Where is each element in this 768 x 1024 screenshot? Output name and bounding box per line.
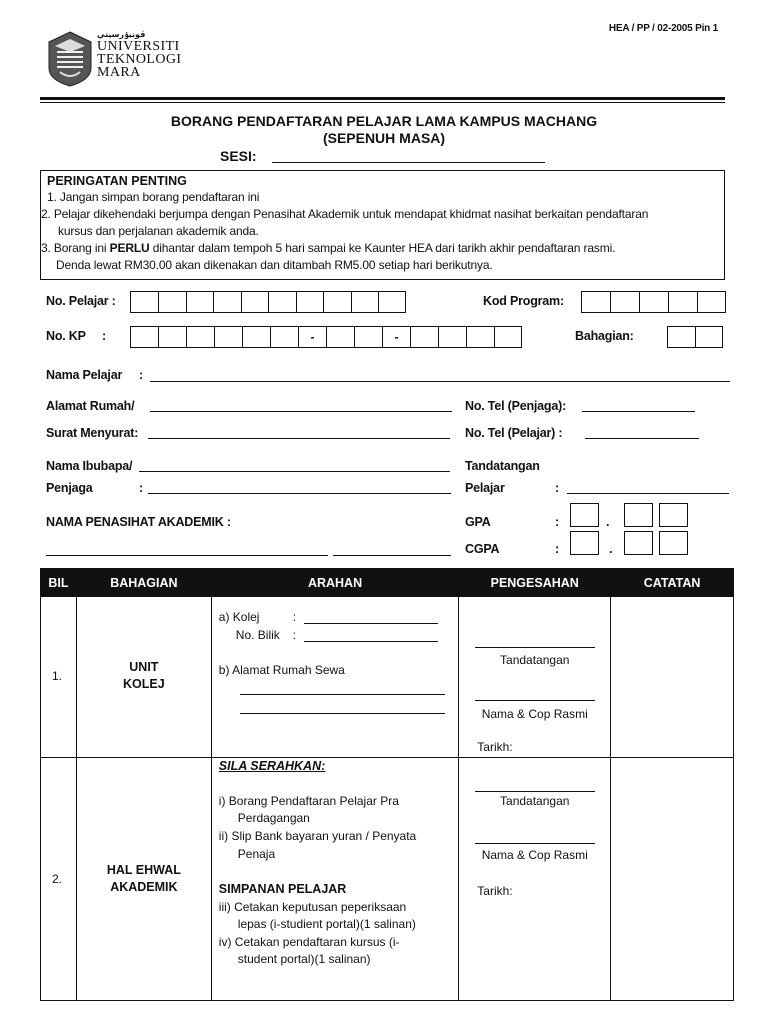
university-name-line1: UNIVERSITI xyxy=(97,39,180,54)
surat-menyurat-field[interactable] xyxy=(148,438,450,439)
row1-kolej-colon: : xyxy=(292,610,297,624)
penasihat-extra-field[interactable] xyxy=(333,555,451,556)
penjaga-colon: : xyxy=(139,481,143,495)
gpa-dot: . xyxy=(606,515,610,529)
kod-program-label: Kod Program: xyxy=(483,294,564,308)
ic-box[interactable] xyxy=(354,326,382,348)
form-title: BORANG PENDAFTARAN PELAJAR LAMA KAMPUS MACHANG xyxy=(170,113,598,129)
row2-sila-serahkan: SILA SERAHKAN: xyxy=(218,759,326,773)
tandatangan-pelajar-field[interactable] xyxy=(567,493,729,494)
cgpa-label: CGPA xyxy=(465,542,500,556)
cgpa-dot: . xyxy=(609,542,613,556)
digit-box[interactable] xyxy=(378,291,406,313)
notice-item-2: 2. Pelajar dikehendaki berjumpa dengan Penasihat Akademik untuk mendapat khidmat nasihat berkaitan pendaftaran xyxy=(41,207,649,221)
tel-penjaga-field[interactable] xyxy=(582,411,695,412)
document-reference: HEA / PP / 02-2005 Pin 1 xyxy=(608,23,718,34)
gpa-box-dec1[interactable] xyxy=(624,503,653,527)
cgpa-box-dec1[interactable] xyxy=(624,531,653,555)
no-kp-label: No. KP xyxy=(46,329,86,343)
row1-alamat-sewa-field-1[interactable] xyxy=(240,694,445,695)
nama-ibubapa-label: Nama Ibubapa/ xyxy=(46,459,133,473)
surat-menyurat-label: Surat Menyurat: xyxy=(46,426,139,440)
ic-separator: - xyxy=(298,326,326,348)
digit-box[interactable] xyxy=(213,291,241,313)
row1-bil-text: 1. xyxy=(52,669,63,683)
row1-nama-cop: Nama & Cop Rasmi xyxy=(481,707,588,721)
row2-bahagian xyxy=(76,758,211,1001)
row1-arahan xyxy=(211,597,459,758)
university-jawi-name: ڤونيۏرسيتي xyxy=(97,30,146,39)
penasihat-akademik-label: NAMA PENASIHAT AKADEMIK : xyxy=(46,515,231,529)
notice-item-3-pre: 3. Borang ini xyxy=(41,241,110,255)
form-subtitle: (SEPENUH MASA) xyxy=(322,130,446,146)
table-row xyxy=(41,597,734,758)
code-box[interactable] xyxy=(610,291,639,313)
digit-box[interactable] xyxy=(158,291,186,313)
code-box[interactable] xyxy=(639,291,668,313)
row2-signature-line[interactable] xyxy=(475,791,595,792)
ic-box[interactable] xyxy=(410,326,438,348)
digit-box[interactable] xyxy=(296,291,323,313)
header-bahagian: BAHAGIAN xyxy=(76,569,211,597)
code-box[interactable] xyxy=(668,291,697,313)
row1-pengesahan xyxy=(459,597,611,758)
tel-penjaga-label: No. Tel (Penjaga): xyxy=(465,399,567,413)
kod-program-boxes[interactable] xyxy=(581,291,726,313)
row2-item-i: i) Borang Pendaftaran Pelajar Pra xyxy=(218,794,399,808)
row2-item-iv: iv) Cetakan pendaftaran kursus (i- xyxy=(218,935,400,949)
row2-bahagian-line2: AKADEMIK xyxy=(110,880,178,894)
important-notice-box xyxy=(40,170,725,280)
header-rule-thin xyxy=(40,102,725,103)
row1-bahagian-text xyxy=(77,659,211,693)
row2-stamp-line[interactable] xyxy=(475,843,595,844)
row1-alamat-sewa-label: b) Alamat Rumah Sewa xyxy=(218,663,345,677)
row2-item-iv-cont: student portal)(1 salinan) xyxy=(237,952,371,966)
row1-stamp-line[interactable] xyxy=(475,700,595,701)
bahagian-box[interactable] xyxy=(667,326,695,348)
row2-bil xyxy=(41,758,77,1001)
university-name-line2: TEKNOLOGI xyxy=(97,52,182,67)
nama-ibubapa-field[interactable] xyxy=(139,471,450,472)
sesi-field[interactable] xyxy=(272,162,545,163)
header-pengesahan: PENGESAHAN xyxy=(459,569,611,597)
row1-signature-line[interactable] xyxy=(475,647,595,648)
tel-pelajar-field[interactable] xyxy=(585,438,699,439)
nama-pelajar-field[interactable] xyxy=(150,381,730,382)
row2-item-iii-cont: lepas (i-studient portal)(1 salinan) xyxy=(237,917,416,931)
header-catatan: CATATAN xyxy=(611,569,734,597)
sesi-label: SESI: xyxy=(220,148,257,164)
code-box[interactable] xyxy=(697,291,726,313)
ic-box[interactable] xyxy=(186,326,214,348)
cgpa-colon: : xyxy=(555,542,559,556)
ic-box[interactable] xyxy=(242,326,270,348)
header-arahan: ARAHAN xyxy=(211,569,459,597)
ic-separator: - xyxy=(382,326,410,348)
uitm-logo-icon xyxy=(45,30,95,88)
bahagian-label: Bahagian: xyxy=(575,329,634,343)
penasihat-name-field[interactable] xyxy=(46,555,328,556)
row1-kolej-field[interactable] xyxy=(304,623,438,624)
ic-box[interactable] xyxy=(270,326,298,348)
tandatangan-label: Tandatangan xyxy=(465,459,540,473)
row1-kolej-label: a) Kolej xyxy=(218,610,260,624)
digit-box[interactable] xyxy=(130,291,158,313)
gpa-box-dec2[interactable] xyxy=(659,503,688,527)
table-row xyxy=(41,758,734,1001)
table-header-row xyxy=(41,569,734,597)
penjaga-label: Penjaga xyxy=(46,481,93,495)
nama-pelajar-label: Nama Pelajar xyxy=(46,368,123,382)
registration-steps-table xyxy=(40,568,734,1001)
notice-item-3 xyxy=(41,240,718,257)
row2-simpanan-pelajar: SIMPANAN PELAJAR xyxy=(218,882,347,896)
row1-tarikh: Tarikh: xyxy=(477,740,513,754)
bahagian-box[interactable] xyxy=(695,326,723,348)
gpa-label: GPA xyxy=(465,515,491,529)
digit-box[interactable] xyxy=(323,291,351,313)
row2-bil-text: 2. xyxy=(52,872,63,886)
row1-bilik-colon: : xyxy=(292,628,297,642)
no-kp-boxes[interactable] xyxy=(130,326,522,348)
digit-box[interactable] xyxy=(268,291,296,313)
no-pelajar-boxes[interactable] xyxy=(130,291,406,313)
university-name xyxy=(97,40,181,79)
notice-item-2-cont: kursus dan perjalanan akademik anda. xyxy=(58,224,259,238)
digit-box[interactable] xyxy=(186,291,213,313)
gpa-colon: : xyxy=(555,515,559,529)
row2-tarikh: Tarikh: xyxy=(477,884,513,898)
penjaga-field[interactable] xyxy=(148,493,451,494)
code-box[interactable] xyxy=(581,291,610,313)
ic-box[interactable] xyxy=(466,326,494,348)
pelajar-colon: : xyxy=(555,481,559,495)
row1-bahagian-line2: KOLEJ xyxy=(123,677,165,691)
notice-item-3-bold: PERLU xyxy=(109,241,150,255)
notice-heading: PERINGATAN PENTING xyxy=(47,174,187,188)
alamat-rumah-field[interactable] xyxy=(150,411,452,412)
cgpa-box-dec2[interactable] xyxy=(659,531,688,555)
row2-nama-cop: Nama & Cop Rasmi xyxy=(481,848,588,862)
notice-item-3-cont: Denda lewat RM30.00 akan dikenakan dan ditambah RM5.00 setiap hari berikutnya. xyxy=(56,258,493,272)
ic-box[interactable] xyxy=(130,326,158,348)
row1-tandatangan: Tandatangan xyxy=(500,653,570,667)
university-name-line3: MARA xyxy=(97,65,141,80)
digit-box[interactable] xyxy=(241,291,268,313)
ic-box[interactable] xyxy=(214,326,242,348)
no-pelajar-label: No. Pelajar : xyxy=(46,294,116,308)
pelajar-label: Pelajar xyxy=(465,481,505,495)
row2-item-ii-cont: Penaja xyxy=(237,847,276,861)
row2-bahagian-text xyxy=(77,862,211,896)
header-rule-thick xyxy=(40,97,725,100)
row1-bilik-label: No. Bilik xyxy=(235,628,280,642)
gpa-box-int[interactable] xyxy=(570,503,599,527)
bahagian-boxes[interactable] xyxy=(667,326,723,348)
notice-item-1: 1. Jangan simpan borang pendaftaran ini xyxy=(47,190,260,204)
row2-item-iii: iii) Cetakan keputusan peperiksaan xyxy=(218,900,407,914)
row2-bahagian-line1: HAL EHWAL xyxy=(106,863,181,877)
row1-bil xyxy=(41,597,77,758)
digit-box[interactable] xyxy=(351,291,378,313)
ic-box[interactable] xyxy=(326,326,354,348)
cgpa-box-int[interactable] xyxy=(570,531,599,555)
header-bil: BIL xyxy=(41,569,77,597)
row1-catatan[interactable] xyxy=(611,597,734,758)
row1-bilik-field[interactable] xyxy=(304,641,438,642)
row2-catatan[interactable] xyxy=(611,758,734,1001)
row1-alamat-sewa-field-2[interactable] xyxy=(240,713,445,714)
ic-box[interactable] xyxy=(494,326,522,348)
no-kp-colon: : xyxy=(102,329,106,343)
notice-item-3-post: dihantar dalam tempoh 5 hari sampai ke Kaunter HEA dari tarikh akhir pendaftaran rasmi. xyxy=(149,241,616,255)
row2-item-i-cont: Perdagangan xyxy=(237,811,310,825)
row1-bahagian-line1: UNIT xyxy=(129,660,159,674)
alamat-rumah-label: Alamat Rumah/ xyxy=(46,399,135,413)
row2-arahan xyxy=(211,758,459,1001)
ic-box[interactable] xyxy=(438,326,466,348)
row2-tandatangan: Tandatangan xyxy=(500,794,570,808)
row2-pengesahan xyxy=(459,758,611,1001)
row2-item-ii: ii) Slip Bank bayaran yuran / Penyata xyxy=(218,829,417,843)
ic-box[interactable] xyxy=(158,326,186,348)
row1-bahagian xyxy=(76,597,211,758)
tel-pelajar-label: No. Tel (Pelajar) : xyxy=(465,426,563,440)
nama-pelajar-colon: : xyxy=(139,368,143,382)
